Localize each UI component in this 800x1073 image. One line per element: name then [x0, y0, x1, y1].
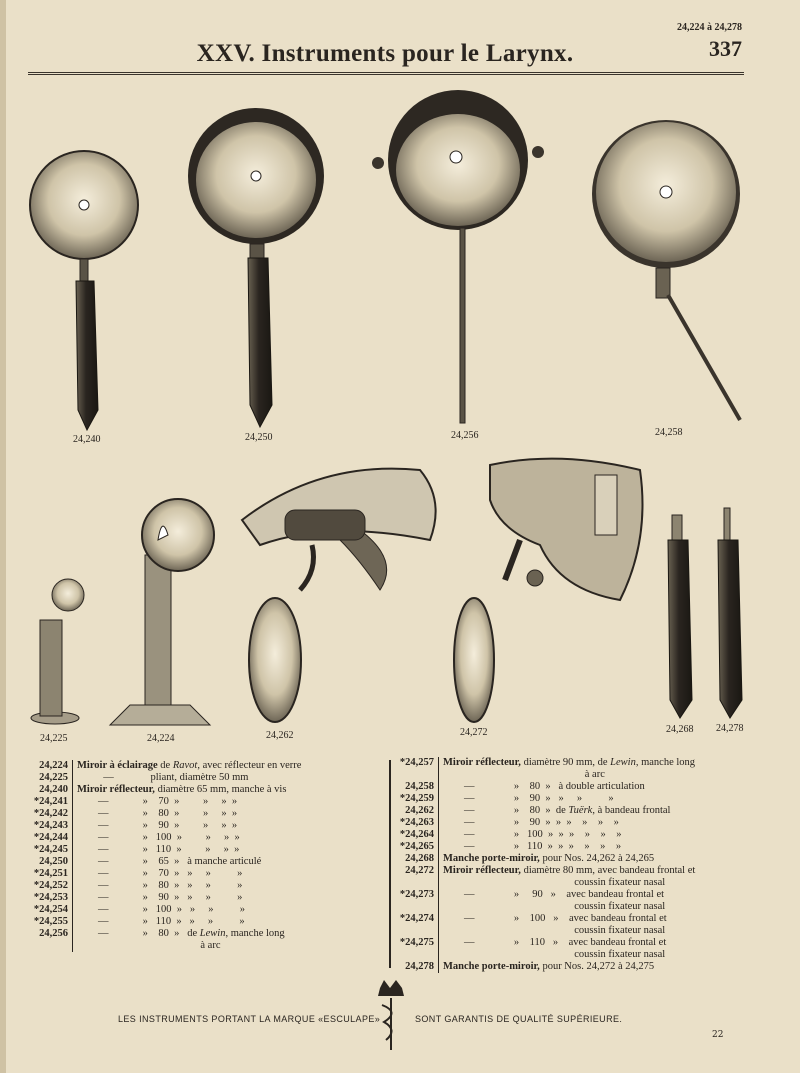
price-list-left: [24, 760, 374, 952]
item-description: — » 90 » » » »: [72, 820, 374, 832]
item-number: 24,268: [405, 853, 434, 864]
item-description: — » 70 » » » »: [72, 868, 374, 880]
figure-label: 24,240: [73, 434, 101, 445]
mirror-24256: [372, 90, 544, 423]
item-description: — » 70 » » » »: [72, 796, 374, 808]
item-number: *24,252: [33, 880, 68, 891]
item-description: — » 100 » » » »: [72, 904, 374, 916]
item-description: — » 110 » » » »: [72, 916, 374, 928]
item-description: — » 80 » » » »: [72, 808, 374, 820]
table-row: [24, 772, 374, 784]
item-description: — » 90 » » » »: [438, 793, 770, 805]
table-row: [24, 760, 374, 772]
item-number: 24,225: [39, 772, 68, 783]
table-row: [390, 769, 770, 781]
table-row: [390, 865, 770, 877]
table-row: [390, 949, 770, 961]
figure-label: 24,268: [666, 724, 694, 735]
table-row: [390, 817, 770, 829]
item-number: 24,262: [405, 805, 434, 816]
table-row: [24, 832, 374, 844]
item-range: 24,224 à 24,278: [677, 22, 742, 33]
item-description: coussin fixateur nasal: [438, 949, 770, 961]
figure-label: 24,262: [266, 730, 294, 741]
table-row: [24, 856, 374, 868]
table-row: [24, 916, 374, 928]
table-row: [390, 925, 770, 937]
table-row: [390, 841, 770, 853]
item-number: 24,224: [39, 760, 68, 771]
item-number: 24,240: [39, 784, 68, 795]
item-number: *24,264: [399, 829, 434, 840]
table-row: [390, 889, 770, 901]
table-row: [24, 880, 374, 892]
table-row: [390, 901, 770, 913]
item-number: *24,245: [33, 844, 68, 855]
table-row: [390, 781, 770, 793]
item-description: — » 80 » de Tuërk, à bandeau frontal: [438, 805, 770, 817]
item-number: [390, 901, 438, 913]
headband-mirror-24272: [454, 459, 643, 722]
table-row: [390, 853, 770, 865]
item-description: — » 90 » » » » » »: [438, 817, 770, 829]
table-row: [24, 868, 374, 880]
mirror-24240: [30, 151, 138, 430]
item-description: Manche porte-miroir, pour Nos. 24,262 à 24,265: [438, 853, 770, 865]
table-row: [390, 961, 770, 973]
item-description: coussin fixateur nasal: [438, 877, 770, 889]
table-row: [390, 793, 770, 805]
lamp-24224: [110, 499, 214, 725]
item-number: *24,275: [399, 937, 434, 948]
item-number: 24,258: [405, 781, 434, 792]
table-row: [390, 913, 770, 925]
item-description: à arc: [72, 940, 374, 952]
item-number: *24,263: [399, 817, 434, 828]
figure-label: 24,225: [40, 733, 68, 744]
table-row: [24, 796, 374, 808]
item-description: Miroir réflecteur, diamètre 65 mm, manche à vis: [72, 784, 374, 796]
item-description: — » 80 » de Lewin, manche long: [72, 928, 374, 940]
item-number: *24,244: [33, 832, 68, 843]
item-number: 24,250: [39, 856, 68, 867]
item-description: Miroir à éclairage de Ravot, avec réflecteur en verre: [72, 760, 374, 772]
item-description: — » 100 » avec bandeau frontal et: [438, 913, 770, 925]
item-description: coussin fixateur nasal: [438, 901, 770, 913]
price-list-right: [390, 757, 770, 973]
figure-label: 24,224: [147, 733, 175, 744]
table-row: [24, 940, 374, 952]
item-number: 24,256: [39, 928, 68, 939]
figure-label: 24,256: [451, 430, 479, 441]
table-row: [24, 820, 374, 832]
mirror-24258: [592, 120, 740, 420]
item-description: — » 80 » » » »: [72, 880, 374, 892]
item-description: à arc: [438, 769, 770, 781]
table-row: [24, 844, 374, 856]
table-row: [24, 904, 374, 916]
item-number: 24,272: [405, 865, 434, 876]
table-row: [24, 784, 374, 796]
table-row: [390, 757, 770, 769]
table-row: [24, 808, 374, 820]
table-row: [390, 937, 770, 949]
item-description: — » 65 » à manche articulé: [72, 856, 374, 868]
figure-label: 24,278: [716, 723, 744, 734]
item-number: *24,273: [399, 889, 434, 900]
item-number: *24,257: [399, 757, 434, 768]
item-description: — » 100 » » » »: [72, 832, 374, 844]
item-description: Manche porte-miroir, pour Nos. 24,272 à 24,275: [438, 961, 770, 973]
item-number: [390, 877, 438, 889]
mirror-24250: [188, 108, 324, 427]
item-number: *24,251: [33, 868, 68, 879]
table-row: [390, 877, 770, 889]
item-number: *24,241: [33, 796, 68, 807]
item-description: — » 110 » » » » » »: [438, 841, 770, 853]
handle-24268: [668, 515, 692, 718]
page-number: 337: [709, 36, 742, 61]
table-row: [24, 928, 374, 940]
item-number: *24,242: [33, 808, 68, 819]
table-row: [390, 829, 770, 841]
small-page-number: 22: [712, 1030, 724, 1040]
item-number: *24,253: [33, 892, 68, 903]
item-description: Miroir réflecteur, diamètre 80 mm, avec bandeau frontal et: [438, 865, 770, 877]
figure-label: 24,250: [245, 432, 273, 443]
item-description: — » 110 » » » »: [72, 844, 374, 856]
item-number: 24,278: [405, 961, 434, 972]
page-title: XXV. Instruments pour le Larynx.: [196, 40, 574, 67]
item-description: coussin fixateur nasal: [438, 925, 770, 937]
table-row: [390, 805, 770, 817]
item-number: [24, 940, 72, 952]
item-description: — pliant, diamètre 50 mm: [72, 772, 374, 784]
item-number: *24,254: [33, 904, 68, 915]
item-description: — » 90 » avec bandeau frontal et: [438, 889, 770, 901]
item-number: *24,274: [399, 913, 434, 924]
item-number: [390, 949, 438, 961]
item-number: *24,265: [399, 841, 434, 852]
item-description: Miroir réflecteur, diamètre 90 mm, de Lewin, manche long: [438, 757, 770, 769]
item-number: *24,255: [33, 916, 68, 927]
item-description: — » 100 » » » » » »: [438, 829, 770, 841]
lamp-24225: [31, 579, 84, 724]
item-number: *24,243: [33, 820, 68, 831]
figure-label: 24,258: [655, 427, 683, 438]
item-description: — » 80 » à double articulation: [438, 781, 770, 793]
footer-right: SONT GARANTIS DE QUALITÉ SUPÉRIEURE.: [415, 1014, 623, 1024]
item-description: — » 110 » avec bandeau frontal et: [438, 937, 770, 949]
footer-left: LES INSTRUMENTS PORTANT LA MARQUE «ESCULAPE»: [118, 1014, 381, 1024]
item-number: [390, 769, 438, 781]
item-number: [390, 925, 438, 937]
table-row: [24, 892, 374, 904]
item-number: *24,259: [399, 793, 434, 804]
figure-label: 24,272: [460, 727, 488, 738]
headband-mirror-24262: [242, 469, 436, 722]
item-description: — » 90 » » » »: [72, 892, 374, 904]
handle-24278: [718, 508, 742, 718]
